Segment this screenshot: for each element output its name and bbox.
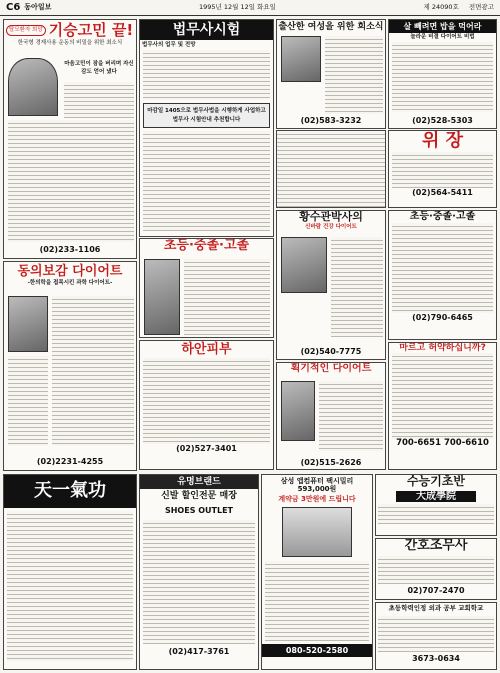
ad-diet-rice: [388, 19, 497, 129]
ad-shoes: [139, 474, 259, 670]
phone-number: (02)528-5303: [412, 115, 473, 125]
ad-subtitle: 신발 할인전문 매장: [161, 491, 237, 502]
ad-title: 天一氣功: [4, 475, 136, 508]
ad-qigong: [3, 474, 137, 670]
woman-photo: [281, 381, 315, 441]
ad-subtitle: 大成學院: [396, 491, 476, 503]
phone-number: (02)790-6465: [412, 312, 473, 322]
body-text: [378, 556, 494, 584]
phone-number: (02)540-7775: [300, 346, 362, 356]
ad-diet-2: [276, 362, 386, 470]
ad-subtitle: 한국형 경제사용 운동의 비밀을 위한 최소식: [17, 40, 123, 47]
body-text: [8, 120, 134, 242]
body-text: [143, 358, 270, 444]
phone-number: 700-6651 700-6610: [396, 438, 489, 449]
ad-title: 위 장: [421, 130, 464, 151]
ad-hair-loss: [3, 19, 137, 259]
ad-highlight: 마감일 1405으로 법무사법을 시행하게 사업하고 법무사 시험안내 추천합니다: [143, 103, 270, 128]
phone-number: (02)233-1106: [39, 244, 101, 254]
publish-date: 1995년 12월 12일 화요일: [198, 2, 276, 11]
ad-title: 기승고민 끝!: [48, 21, 134, 39]
ad-title: 출산한 여성을 위한 희소식: [278, 22, 384, 32]
phone-number: (02)2231-4255: [36, 456, 104, 466]
phone-number: 3673-0634: [412, 654, 460, 664]
ad-title: 수능기초반: [407, 474, 465, 488]
body-text: [378, 616, 494, 652]
ad-health-diet: [276, 210, 386, 360]
ad-stomach: [388, 130, 497, 208]
body-text: [143, 50, 270, 100]
phone-number: (02)417-3761: [168, 646, 230, 656]
phone-number: (02)515-2626: [300, 457, 362, 467]
ad-title: 법무사시험: [140, 20, 273, 40]
ad-title: 초등·중졸·고졸: [409, 211, 476, 222]
page-header: [0, 0, 500, 16]
ad-title: 하안피부: [181, 342, 232, 357]
woman-photo: [8, 296, 48, 352]
ad-title: 초등·중졸·고졸: [163, 238, 250, 253]
ad-title: 동의보감 다이어트: [17, 264, 123, 279]
ad-school-2: [388, 210, 497, 340]
ad-nurse: [375, 538, 497, 600]
ad-title: 삼성 앱컴퓨터 팩시밀리 593,000원: [280, 477, 354, 494]
doctor-photo: [281, 237, 327, 293]
ad-fax: [261, 474, 373, 670]
phone-number: (02)583-3232: [300, 115, 362, 125]
body-text: [265, 561, 369, 641]
body-text: [143, 520, 255, 644]
woman-photo: [8, 58, 58, 116]
ad-caption: 마음고민이 잠을 버리며 자신감도 얻어 냈다: [64, 61, 134, 76]
body-text: [392, 223, 493, 313]
ad-title: 황수관박사의: [299, 210, 363, 223]
body-text: [325, 36, 383, 114]
ad-weight-gain: [388, 342, 497, 470]
phone-number: (02)527-3401: [176, 443, 237, 453]
body-text: [8, 356, 48, 446]
body-text: [392, 353, 493, 439]
body-text: [64, 82, 134, 118]
phone-number: 080-520-2580: [262, 644, 372, 657]
phone-number: 02)707-2470: [407, 585, 465, 595]
ad-school: [139, 238, 274, 338]
body-text: [7, 511, 133, 661]
body-text: [184, 259, 270, 335]
body-text: [392, 152, 493, 188]
page-number: C6: [6, 1, 21, 13]
section-label: 전면광고: [468, 2, 494, 11]
ad-title: 획기적인 다이어트: [290, 363, 372, 374]
phone-number: (02)564-5411: [412, 187, 473, 197]
body-text: [392, 42, 493, 112]
ad-subtitle: 놀라운 비결 다이어트 비법: [410, 34, 475, 41]
ad-line: 법무사의 업무 및 전망: [142, 42, 196, 49]
ad-cram: [375, 474, 497, 536]
ad-title: 초등학력인정 외과 공부 교회학교: [388, 604, 484, 612]
ad-title: 간호조무사: [404, 538, 468, 553]
body-text: [331, 237, 383, 337]
store-name: SHOES OUTLET: [164, 505, 234, 515]
ad-subtitle: 계약금 3만원에 드립니다: [278, 495, 356, 504]
body-text: [143, 131, 270, 231]
student-photo: [144, 259, 180, 335]
ad-law-exam: [139, 19, 274, 237]
body-text: [52, 296, 134, 446]
ad-postpartum: [276, 19, 386, 129]
ad-title: 유명브랜드: [140, 475, 258, 489]
issue-number: 제 24090호: [423, 2, 459, 11]
ad-badge: 탈모환자 희망: [6, 25, 46, 35]
ad-title: 살 빼려면 밥을 먹어라: [389, 20, 496, 33]
ad-skin: [139, 340, 274, 470]
fax-photo: [282, 507, 352, 557]
paper-name: 동아일보: [24, 3, 52, 12]
ad-misc-text: [276, 130, 386, 208]
ad-title: 마르고 허약하십니까?: [399, 343, 486, 353]
ad-subtitle: 신바람 건강 다이어트: [305, 223, 357, 230]
body-text: [378, 504, 494, 524]
ad-subtitle: -한의학을 접목시킨 과학 다이어트-: [27, 279, 113, 286]
woman-photo: [281, 36, 321, 82]
ad-school-3: [375, 602, 497, 670]
body-text: [319, 381, 383, 451]
ad-dongui-diet: [3, 261, 137, 471]
